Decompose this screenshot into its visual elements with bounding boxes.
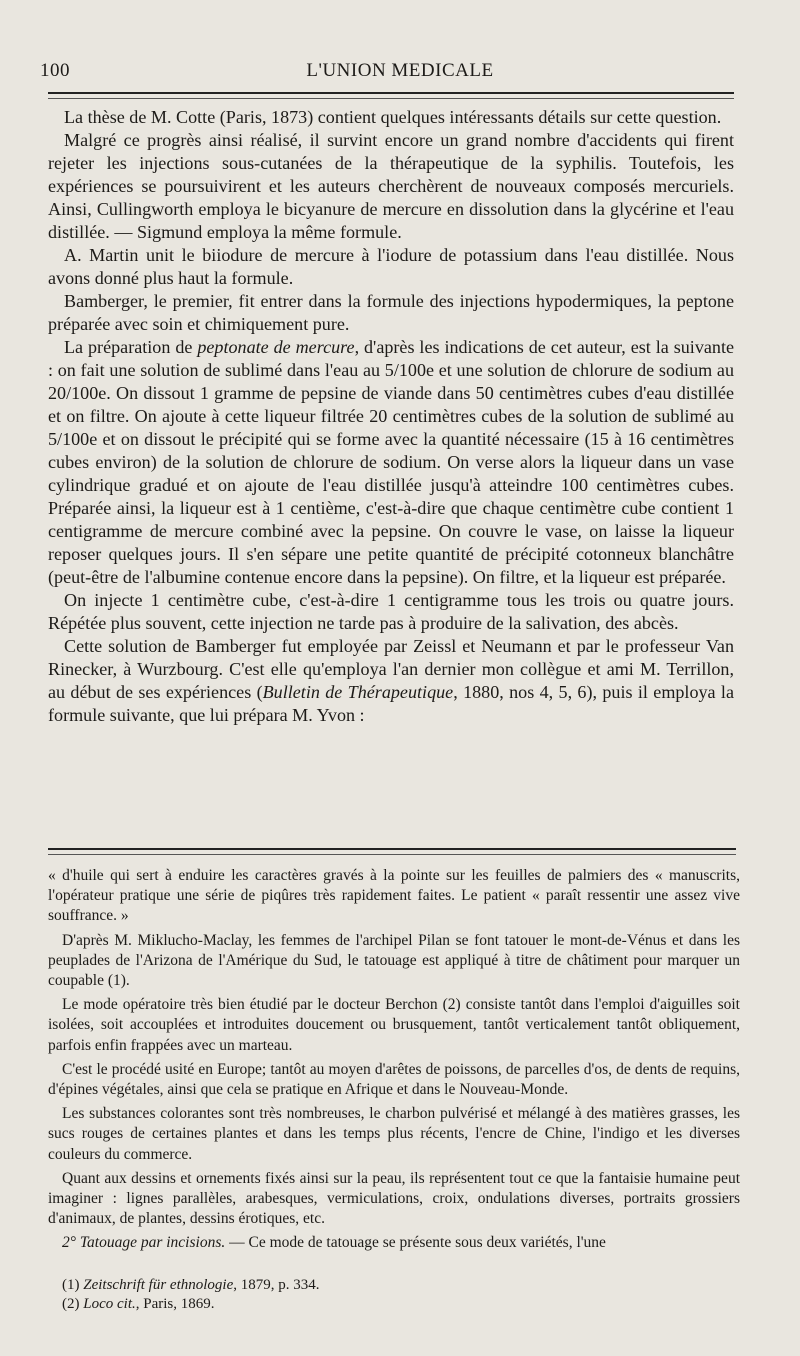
notes-separator (48, 848, 736, 850)
footnote (62, 1276, 740, 1295)
italic-term: peptonate de mercure (197, 337, 355, 357)
text-run: La préparation de (64, 337, 198, 357)
italic-heading: 2° Tatouage par incisions. (62, 1234, 226, 1252)
paragraph: La thèse de M. Cotte (Paris, 1873) contient quelques intéressants détails sur cette question. (64, 107, 722, 127)
paragraph (48, 336, 734, 589)
footnotes (62, 1276, 740, 1314)
note-paragraph: C'est le procédé usité en Europe; tantôt au moyen d'arêtes de poissons, de parcelles d'os, de dents de requins, d'épines végétales, ainsi que cela se pratique en Afrique et dans le Nouveau-Monde. (48, 1060, 740, 1099)
paragraph: Malgré ce progrès ainsi réalisé, il survint encore un grand nombre d'accidents qui firent rejeter les injections sous-cutanées de la thérapeutique de la syphilis. Toutefois, les expériences se poursuivirent et les auteurs cherchèrent de nouveaux composés mercuriels. Ainsi, Cullingworth employa le bicyanure de mercure en dissolution dans la glycérine et l'eau distillée. — Sigmund employa la même formule. (48, 130, 734, 242)
text-run: Cette solution de Bamberger fut employée par Zeissl et Neumann et par le professeur Van Rinecker, à Wurzbourg. C'est elle qu'employa l'an dernier mon collègue et ami M. Terrillon, au début de ses expériences ( (48, 636, 734, 702)
text-run: , 1880, nos 4, 5, 6), puis il employa la formule suivante, que lui prépara M. Yvon : (48, 682, 734, 725)
paragraph: On injecte 1 centimètre cube, c'est-à-dire 1 centigramme tous les trois ou quatre jours. Répétée plus souvent, cette injection ne tarde pas à produire de la salivation, des abcès. (48, 590, 734, 633)
running-header (40, 60, 760, 88)
footnote-number: (2) (62, 1296, 84, 1312)
main-text (48, 106, 734, 727)
footnote-number: (1) (62, 1277, 84, 1293)
note-paragraph (48, 1233, 740, 1253)
paragraph (48, 635, 734, 727)
text-run: — Ce mode de tatouage se présente sous deux variétés, l'une (225, 1234, 606, 1252)
journal-title: L'UNION MEDICALE (306, 60, 494, 81)
footnote-text: , Paris, 1869. (135, 1296, 215, 1312)
paragraph: Bamberger, le premier, fit entrer dans la formule des injections hypodermiques, la peptone préparée avec soin et chimiquement pure. (48, 291, 734, 334)
note-paragraph: Le mode opératoire très bien étudié par le docteur Berchon (2) consiste tantôt dans l'emploi d'aiguilles soit isolées, soit accouplées et introduites doucement ou brusquement, tantôt verticalement tantôt obliquement, parfois enfin frappées avec un marteau. (48, 996, 740, 1054)
italic-citation: Bulletin de Thérapeutique (262, 682, 454, 702)
paragraph: A. Martin unit le biiodure de mercure à l'iodure de potassium dans l'eau distillée. Nous avons donné plus haut la formule. (48, 245, 734, 288)
note-paragraph: Quant aux dessins et ornements fixés ainsi sur la peau, ils représentent tout ce que la fantaisie humaine peut imaginer : lignes parallèles, arabesques, vermiculations, croix, ondulations diverses, portraits grossiers d'animaux, de plantes, dessins érotiques, etc. (48, 1169, 740, 1228)
footnote-source: Loco cit. (83, 1296, 136, 1312)
note-paragraph: « d'huile qui sert à enduire les caractères gravés à la pointe sur les feuilles de palmiers des « manuscrits, l'opérateur pratique une série de piqûres très rapidement faites. Le patient « paraît ressentir une assez vive souffrance. » (48, 867, 740, 925)
notes-separator-thin (48, 854, 736, 855)
note-paragraph: Les substances colorantes sont très nombreuses, le charbon pulvérisé et mélangé à des matières grasses, les sucs rouges de certaines plantes et dans les temps plus récents, l'encre de Chine, l'indigo et les diverses couleurs du commerce. (48, 1105, 740, 1163)
continued-note-text (48, 866, 740, 1258)
note-paragraph: D'après M. Miklucho-Maclay, les femmes de l'archipel Pilan se font tatouer le mont-de-Vénus et dans les peuplades de l'Arizona de l'Amérique du Sud, le tatouage est appliqué à titre de châtiment pour marquer un coupable (1). (48, 931, 740, 990)
header-rule (48, 92, 734, 94)
header-rule-thin (48, 98, 734, 99)
footnote-text: , 1879, p. 334. (233, 1277, 320, 1293)
footnote-source: Zeitschrift für ethnologie (83, 1277, 234, 1293)
text-run: , d'après les indications de cet auteur, est la suivante : on fait une solution de sublimé dans l'eau au 5/100e et une solution de chlorure de sodium au 20/100e. On dissout 1 gramme de pepsine de viande dans 50 centimètres cubes d'eau distillée et on filtre. On ajoute à cette liqueur filtrée 20 centimètres cubes de la solution de sublimé au 5/100e et on dissout le précipité qui se forme avec la quantité nécessaire (15 à 16 centimètres cubes environ) de la solution de chlorure de sodium. On verse alors la liqueur dans un vase cylindrique gradué et on ajoute de l'eau distillée jusqu'à atteindre 100 centimètres cubes. Préparée ainsi, la liqueur est à 1 centième, c'est-à-dire que chaque centimètre cube contient 1 centigramme de mercure combiné avec la pepsine. On couvre le vase, on laisse la liqueur reposer quelques jours. Il s'en sépare une petite quantité de précipité cotonneux blanchâtre (peut-être de l'albumine contenue encore dans la pepsine). On filtre, et la liqueur est préparée. (48, 337, 735, 587)
page-number: 100 (40, 60, 70, 81)
footnote (62, 1295, 740, 1314)
